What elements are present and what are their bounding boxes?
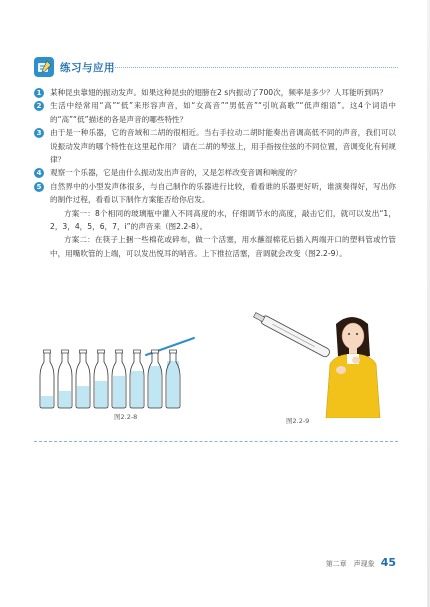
- exercise-number: 2: [34, 101, 44, 111]
- exercise-text: 由于是一种乐器，它的音域和二胡的很相近。当右手拉动二胡时能奏出音调高低不同的声音，我们可以说振动发声的哪个特性在这里起作用？ 请在二胡的琴弦上，用手指按住弦的不同位置，音调变化有何规律？: [50, 128, 396, 165]
- section-header: [34, 56, 115, 78]
- exercise-text: 自然界中的小型发声体很多，与自己制作的乐器进行比较，看看谁的乐器更好听，谁演奏得好，写出你的制作过程，看看以下制作方案能否给你启发。: [50, 181, 396, 205]
- plan-two-paragraph: 方案二：在筷子上捆一些棉花或碎布，做一个活塞，用水蘸湿棉花后插入两端开口的塑料管或竹管中，用嘴吹管的上端，可以发出悦耳的哨音。上下推拉活塞，音调就会改变（图2.2-9）。: [50, 235, 396, 258]
- exercise-text: 生活中经常用“高”“低”来形容声音，如“女高音”“男低音”“引吭高歌”“低声细语”。这4个词语中的“高”“低”描述的各是声音的哪些特性？: [50, 101, 396, 124]
- exercise-item: [34, 126, 396, 166]
- pencil-book-icon: [34, 57, 54, 77]
- bottom-divider: [34, 441, 398, 442]
- bottle: [130, 350, 144, 408]
- bottle: [166, 350, 180, 408]
- page-footer: [326, 556, 396, 569]
- figure-caption-bottles: 图2.2-8: [114, 413, 138, 421]
- exercise-number: 1: [34, 88, 44, 98]
- bottles-illustration: [34, 320, 204, 420]
- section-title: 练习与应用: [60, 61, 115, 74]
- bottle: [94, 350, 108, 408]
- exercise-text: 观察一个乐器，它是由什么振动发出声音的，又是怎样改变音调和响度的？: [50, 168, 301, 178]
- exercise-item: [34, 166, 396, 179]
- header-divider: [112, 67, 398, 68]
- exercise-number: 4: [34, 168, 44, 178]
- figures-area: [34, 320, 396, 440]
- exercise-text: 某种昆虫靠翅的振动发声。如果这种昆虫的翅膀在2 s内振动了700次，频率是多少？人耳能听到吗？: [50, 88, 388, 97]
- figure-caption-girl: 图2.2-9: [286, 417, 310, 425]
- exercise-item: [34, 180, 396, 207]
- plan-one-paragraph: 方案一：8个相同的玻璃瓶中灌入不同高度的水，仔细调节水的高度，敲击它们，就可以发出“1，2，3，4，5，6，7，i”的声音来（图2.2-8）。: [50, 208, 396, 232]
- bottle: [112, 350, 126, 408]
- bottle: [148, 350, 162, 408]
- chapter-label: 第二章 声现象: [325, 560, 375, 568]
- exercise-list: [34, 86, 396, 260]
- page-number: 45: [380, 556, 396, 569]
- exercise-number: 5: [34, 182, 44, 192]
- bottle: [40, 350, 54, 408]
- bottle: [76, 350, 90, 408]
- bottle: [58, 350, 72, 408]
- exercise-item: [34, 99, 396, 126]
- girl-whistle-illustration: [244, 308, 384, 418]
- exercise-number: 3: [34, 128, 44, 138]
- exercise-item: [34, 86, 396, 99]
